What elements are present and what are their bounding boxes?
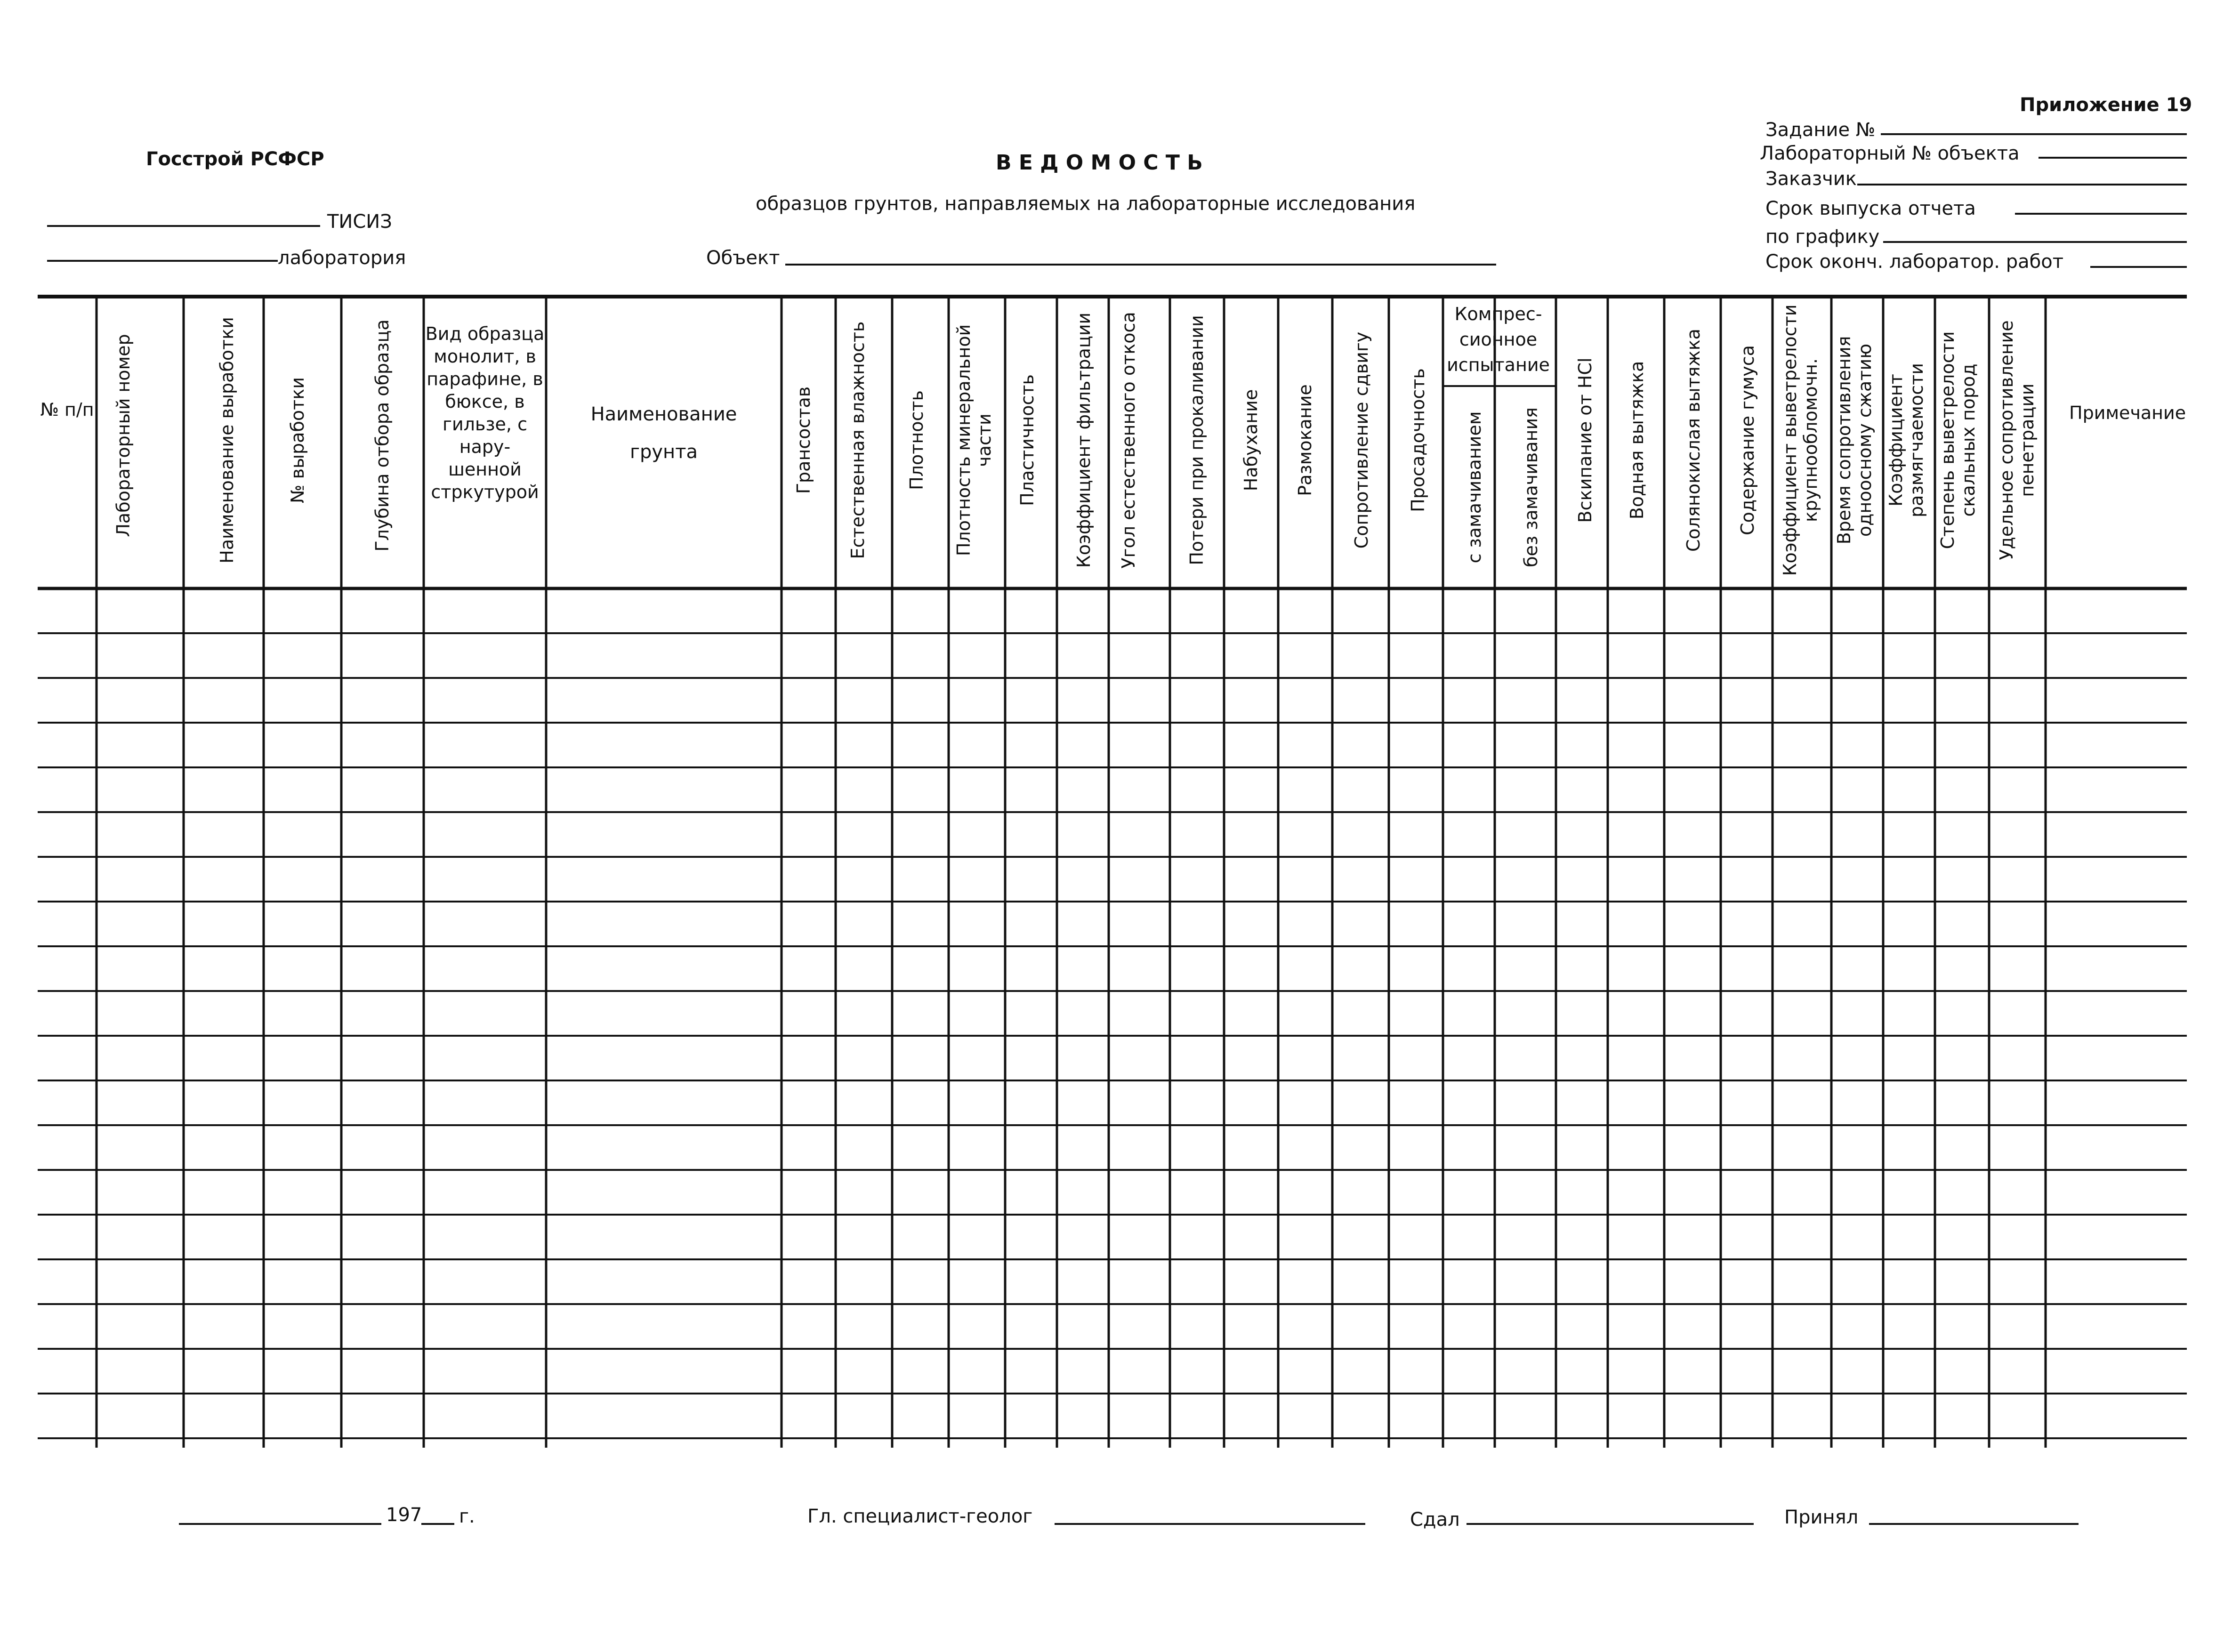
lab-number-label: Лабораторный № объекта bbox=[1760, 143, 2020, 164]
org-name: Госстрой РСФСР bbox=[146, 148, 324, 170]
col-working-num-header: № выработки bbox=[287, 377, 308, 503]
col-ignition-loss-header: Потери при прокаливании bbox=[1186, 315, 1207, 565]
col-swelling-header: Набухание bbox=[1241, 389, 1261, 492]
accepted-label: Принял bbox=[1784, 1507, 1859, 1528]
task-label: Задание № bbox=[1765, 119, 1876, 141]
col-note-header: Примечание bbox=[2069, 403, 2186, 423]
col-moisture-header: Естественная влажность bbox=[847, 321, 868, 559]
by-schedule-label: по графику bbox=[1765, 226, 1880, 248]
col-num-header: № п/п bbox=[40, 399, 94, 420]
col-humus-header: Содержание гумуса bbox=[1737, 345, 1758, 535]
col-lab-number-header: Лабораторный номер bbox=[113, 334, 134, 537]
col-granulometry-header: Грансостав bbox=[793, 386, 814, 494]
col-soil-name-header: Наименование грунта bbox=[590, 403, 737, 463]
handed-label: Сдал bbox=[1410, 1509, 1460, 1531]
col-without-soaking-header: без замачивания bbox=[1521, 407, 1541, 567]
report-deadline-label: Срок выпуска отчета bbox=[1765, 198, 1976, 219]
col-penetration-header: Удельное сопротивление пенетрации bbox=[1996, 320, 2038, 560]
col-weathering-coarse-header: Коэффициент выветрелости крупнообломочн. bbox=[1780, 304, 1821, 576]
laboratory-label: лаборатория bbox=[278, 247, 406, 269]
doc-title: В Е Д О М О С Т Ь bbox=[996, 151, 1203, 175]
col-mineral-density-header: Плотность минеральной части bbox=[953, 324, 995, 556]
col-sample-type-header: Вид образца монолит, в парафине, в бюксе, в гильзе, с нару-шенной стркутурой bbox=[425, 323, 545, 502]
appendix-label: Приложение 19 bbox=[2020, 94, 2192, 116]
geologist-label: Гл. специалист-геолог bbox=[807, 1506, 1033, 1527]
col-compressive-header: Время сопротивления одноосному сжатию bbox=[1834, 336, 1875, 545]
col-subsidence-header: Просадочность bbox=[1408, 368, 1428, 512]
col-soaking-header: Размокание bbox=[1295, 384, 1315, 496]
col-filtration-header: Коэффициент фильтрации bbox=[1073, 312, 1094, 568]
col-weathering-rock-header: Степень выветрелости скальных пород bbox=[1937, 331, 1979, 549]
object-label: Объект bbox=[706, 247, 780, 269]
col-compression-header: Компрес-сионное испытание bbox=[1447, 304, 1550, 375]
year-suffix: г. bbox=[459, 1506, 475, 1527]
col-density-header: Плотность bbox=[906, 390, 927, 490]
col-softening-header: Коэффициент размягчаемости bbox=[1886, 363, 1927, 517]
customer-label: Заказчик bbox=[1765, 168, 1857, 190]
col-slope-angle-header: Угол естественного откоса bbox=[1118, 312, 1139, 569]
year-prefix: 197 bbox=[386, 1504, 422, 1526]
lab-end-label: Срок оконч. лаборатор. работ bbox=[1765, 251, 2064, 273]
col-acid-extract-header: Солянокислая вытяжка bbox=[1683, 329, 1704, 552]
col-working-name-header: Наименование выработки bbox=[217, 317, 237, 564]
col-plasticity-header: Пластичность bbox=[1017, 374, 1038, 506]
tisiz-label: ТИСИЗ bbox=[327, 211, 392, 233]
col-depth-header: Глубина отбора образца bbox=[372, 319, 393, 552]
col-hcl-header: Вскипание от HCl bbox=[1575, 357, 1595, 523]
col-shear-header: Сопротивление сдвигу bbox=[1351, 331, 1372, 549]
col-water-extract-header: Водная вытяжка bbox=[1627, 361, 1647, 520]
col-with-soaking-header: с замачиванием bbox=[1464, 411, 1485, 564]
doc-subtitle: образцов грунтов, направляемых на лабораторные исследования bbox=[756, 193, 1416, 215]
